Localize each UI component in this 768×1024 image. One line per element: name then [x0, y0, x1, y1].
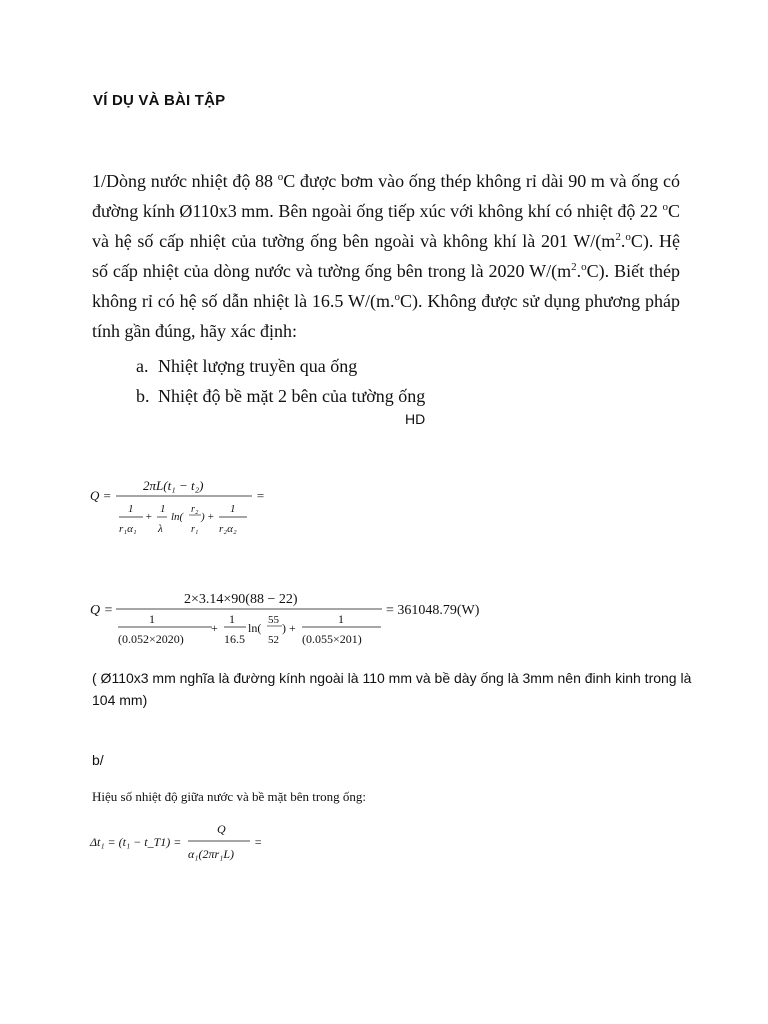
exponent-sup: 2 [571, 261, 577, 273]
degree-sup: o [277, 171, 284, 183]
problem-text: C). Không được sử dụng phương pháp tính gần đúng, hãy xác định: [92, 291, 680, 341]
degree-sup: o [581, 261, 587, 273]
formula-term: 16.5 [224, 632, 245, 646]
formula-rhs: = [254, 835, 263, 849]
formula-numeric [88, 582, 528, 654]
formula-term: 1 [230, 503, 236, 515]
formula-lhs: Δt₁ = (t₁ − t_T1) = [90, 835, 182, 849]
formula-term: 1 [149, 612, 155, 626]
problem-text: C được bơm vào ống thép không rỉ dài 90 m và ống có đường kính Ø110x3 mm. Bên ngoài ống tiếp xúc với không khí có nhiệt độ 22 [92, 171, 680, 221]
list-marker: a. [136, 356, 149, 376]
formula-function: ln( [248, 621, 262, 635]
formula-term: 1 [338, 612, 344, 626]
degree-sup: o [625, 231, 631, 243]
page-heading: VÍ DỤ VÀ BÀI TẬP [93, 92, 226, 109]
formula-lhs: Q = [90, 603, 114, 618]
formula-term: r₂α₂ [219, 523, 237, 535]
formula-function: ) [282, 621, 286, 635]
formula-rhs: = 361048.79(W) [386, 603, 480, 618]
formula-term: r₁ [191, 524, 199, 535]
problem-text: . [576, 261, 582, 281]
formula-denominator: α₁(2πr₁L) [188, 847, 234, 861]
problem-text: C và hệ số cấp nhiệt của tường ống bên ngoài và không khí là 201 W/(m [92, 201, 680, 251]
formula-operator: + [207, 511, 215, 523]
formula-numerator: Q [217, 822, 226, 836]
formula-lhs: Q = [90, 488, 112, 503]
hd-label: HD [405, 411, 426, 427]
list-item-text: Nhiệt lượng truyền qua ống [158, 356, 358, 376]
list-item-text: Nhiệt độ bề mặt 2 bên của tường ống [158, 386, 426, 406]
problem-text: C). Hệ số cấp nhiệt của dòng nước và tường ống bên trong là 2020 W/(m [92, 231, 680, 281]
formula-operator: + [289, 621, 296, 635]
formula-term: 1 [160, 503, 166, 515]
subitem-list [136, 351, 425, 411]
formula-temperature-difference [88, 818, 288, 870]
list-item [136, 351, 425, 381]
formula-term: 1 [128, 503, 134, 515]
exponent-sup: 2 [615, 231, 621, 243]
degree-sup: o [662, 201, 668, 213]
formula-term: 55 [268, 614, 279, 626]
degree-sup: o [394, 291, 400, 303]
formula-term: λ [158, 523, 163, 535]
temperature-difference-text: Hiệu số nhiệt độ giữa nước và bề mặt bên trong ống: [92, 789, 367, 804]
formula-general [88, 470, 288, 542]
formula-term: (0.052×2020) [118, 632, 184, 646]
formula-term: r₁α₁ [119, 523, 137, 535]
formula-term: r₂ [191, 504, 199, 515]
list-item [136, 381, 425, 411]
formula-function: ln( [171, 511, 184, 523]
formula-term: 52 [268, 634, 279, 646]
formula-numerator: 2πL(t₁ − t₂) [143, 478, 204, 493]
formula-function: ) [201, 511, 205, 523]
problem-text: . [620, 231, 626, 251]
formula-term: (0.055×201) [302, 632, 362, 646]
problem-text: C). Biết thép không rỉ có hệ số dẫn nhiệt là 16.5 W/(m. [92, 261, 680, 311]
diameter-note: ( Ø110x3 mm nghĩa là đường kính ngoài là 110 mm và bề dày ống là 3mm nên đinh kinh trong là 104 mm) [92, 670, 692, 708]
problem-text: 1/Dòng nước nhiệt độ 88 [92, 171, 278, 191]
part-b-label: b/ [92, 752, 104, 768]
problem-statement [92, 166, 680, 346]
formula-rhs: = [256, 488, 265, 503]
formula-operator: + [145, 511, 153, 523]
formula-numerator: 2×3.14×90(88 − 22) [184, 592, 298, 607]
list-marker: b. [136, 386, 150, 406]
formula-operator: + [211, 621, 218, 635]
formula-term: 1 [229, 612, 235, 626]
